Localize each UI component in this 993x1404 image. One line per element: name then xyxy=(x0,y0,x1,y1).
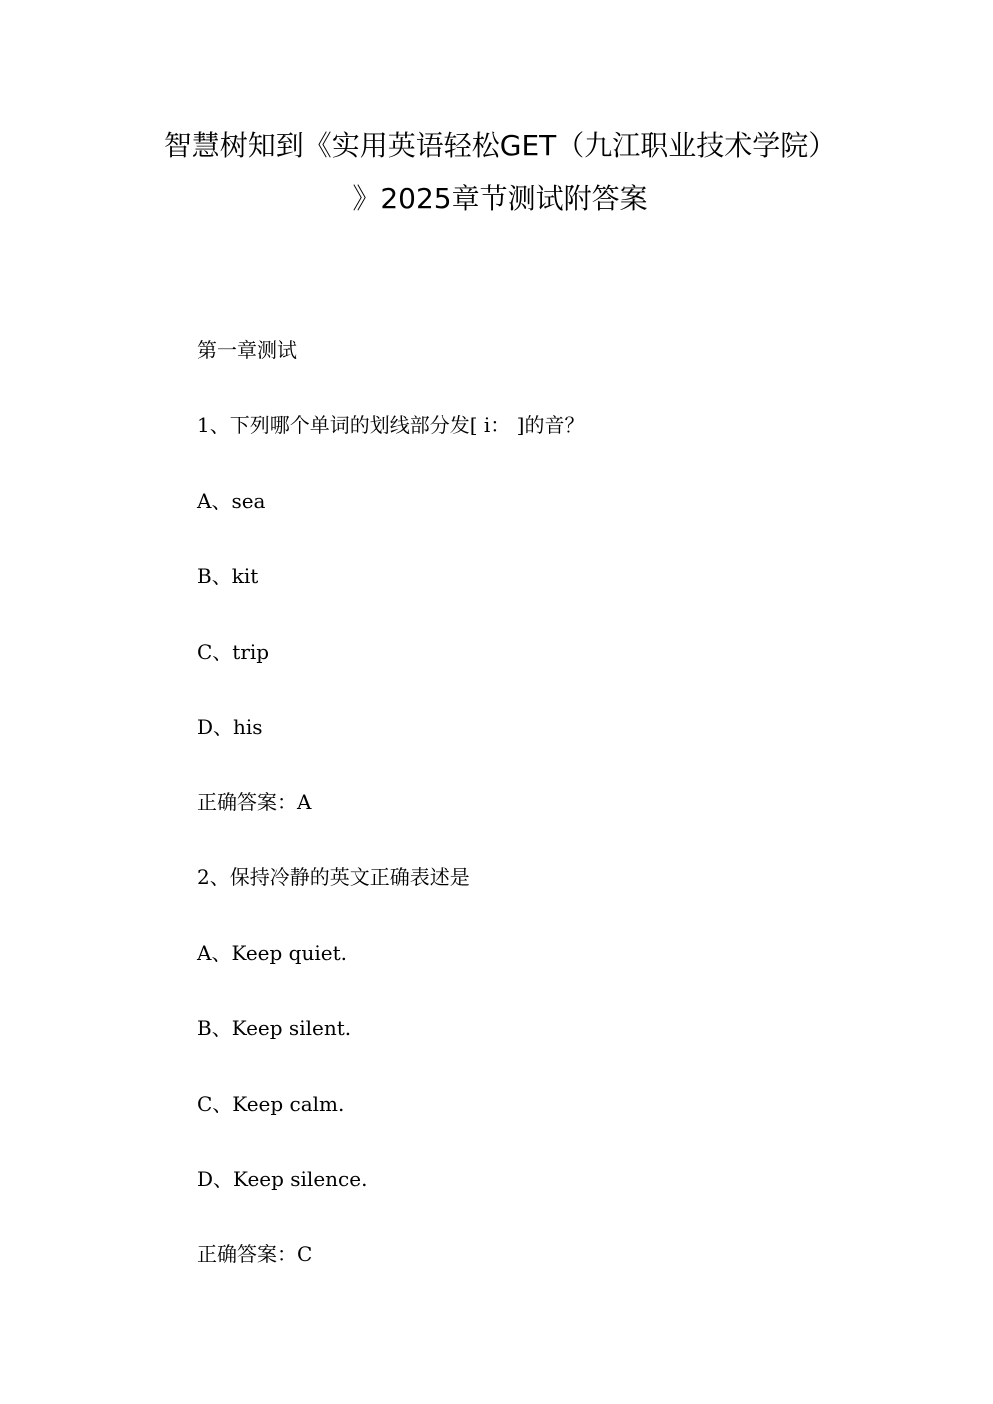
question-2-stem: 2、保持冷静的英文正确表述是 xyxy=(197,865,470,889)
question-2-option-b: B、Keep silent. xyxy=(197,1016,352,1040)
question-2-answer: 正确答案：C xyxy=(197,1242,313,1266)
document-title-line-1: 智慧树知到《实用英语轻松GET（九江职业技术学院） xyxy=(163,129,837,162)
question-2-option-a: A、Keep quiet. xyxy=(197,941,347,965)
question-2-option-c: C、Keep calm. xyxy=(197,1092,345,1116)
question-1-option-b: B、kit xyxy=(197,564,259,588)
question-1-option-d: D、his xyxy=(197,715,263,739)
section-heading: 第一章测试 xyxy=(197,338,297,362)
question-1-stem: 1、下列哪个单词的划线部分发[ i： ]的音？ xyxy=(197,413,585,437)
question-1-answer: 正确答案：A xyxy=(197,790,312,814)
question-1-option-a: A、sea xyxy=(197,489,266,513)
question-2-option-d: D、Keep silence. xyxy=(197,1167,368,1191)
question-1-option-c: C、trip xyxy=(197,640,270,664)
document-title-line-2: 》2025章节测试附答案 xyxy=(352,182,648,215)
